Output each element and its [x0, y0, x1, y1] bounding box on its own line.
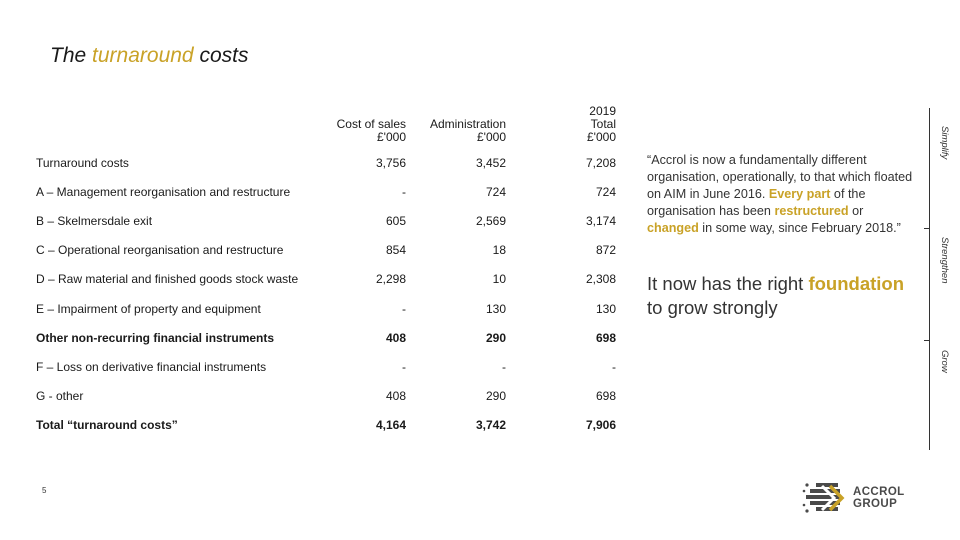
cell-administration: 2,569 [475, 213, 506, 228]
table-row [36, 382, 616, 411]
cell-total: 872 [595, 243, 616, 258]
header-line: Cost of sales [336, 117, 406, 131]
cell-total: 2,308 [585, 272, 616, 287]
header-line: Total [590, 117, 616, 131]
row-label: F – Loss on derivative financial instruments [36, 359, 267, 374]
table-row [36, 352, 616, 381]
quote-segment: “Accrol is now a fundamentally different organisation, operationally, to that which floated on AIM in June 2016. [647, 153, 913, 201]
turnaround-costs-table [36, 96, 616, 440]
title-suffix: costs [193, 44, 249, 67]
table-row [36, 294, 616, 323]
cell-cost-of-sales: 854 [385, 243, 406, 258]
table-row [36, 323, 616, 352]
table-row [36, 148, 616, 177]
accrol-logo [802, 481, 912, 515]
cell-cost-of-sales: 3,756 [375, 155, 406, 170]
cell-total: 724 [595, 184, 616, 199]
cell-total: 7,208 [585, 155, 616, 170]
cell-administration: 18 [492, 243, 506, 258]
cell-total: 698 [595, 389, 616, 404]
header-line: £'000 [477, 130, 506, 144]
sidebar-tick [924, 228, 930, 229]
claim-segment: It now has the right [647, 273, 809, 294]
header-label-col [36, 96, 336, 148]
quote-highlight: restructured [774, 204, 849, 218]
title-highlight: turnaround [92, 44, 194, 67]
quote-text [647, 152, 915, 237]
claim-segment: to grow strongly [647, 297, 778, 318]
cell-total: 130 [595, 301, 616, 316]
cell-total: - [612, 359, 616, 374]
row-label: Other non-recurring financial instruments [36, 330, 275, 345]
sidebar-label-strengthen: Strengthen [939, 237, 950, 284]
cell-total: 698 [595, 330, 616, 345]
cell-cost-of-sales: - [402, 301, 406, 316]
cell-administration: 290 [485, 330, 506, 345]
table-row-total [36, 411, 616, 440]
title-prefix: The [50, 44, 93, 67]
header-line: £'000 [377, 130, 406, 144]
table-row [36, 236, 616, 265]
table-row [36, 265, 616, 294]
page-number: 5 [42, 486, 47, 495]
cell-total: 3,174 [585, 213, 616, 228]
accrol-logo-icon [802, 481, 850, 515]
header-total [506, 96, 616, 148]
cell-total: 7,906 [585, 418, 616, 433]
cell-cost-of-sales: - [402, 184, 406, 199]
header-line: Administration [429, 117, 506, 131]
row-label: A – Management reorganisation and restructure [36, 184, 291, 199]
row-label: D – Raw material and finished goods stock waste [36, 272, 299, 287]
header-administration [406, 96, 506, 148]
row-label: C – Operational reorganisation and restructure [36, 243, 284, 258]
cell-administration: - [502, 359, 506, 374]
sidebar-tick [924, 340, 930, 341]
cell-administration: 10 [492, 272, 506, 287]
quote-segment: in some way, since February 2018.” [698, 221, 901, 235]
cell-administration: 130 [485, 301, 506, 316]
cell-cost-of-sales: - [402, 359, 406, 374]
header-cost-of-sales [336, 96, 406, 148]
logo-text-line1: ACCROL [853, 486, 905, 498]
table-header-row [36, 96, 616, 148]
page-title [50, 44, 248, 68]
header-line: 2019 [589, 104, 616, 118]
claim-highlight: foundation [808, 273, 905, 294]
cell-cost-of-sales: 2,298 [375, 272, 406, 287]
quote-segment: of the organisation has been [647, 187, 866, 218]
row-label: B – Skelmersdale exit [36, 213, 153, 228]
table-row [36, 206, 616, 235]
sidebar-divider [929, 108, 930, 450]
quote-highlight: Every part [768, 187, 831, 201]
quote-highlight: changed [647, 221, 699, 235]
cell-cost-of-sales: 408 [385, 389, 406, 404]
row-label: E – Impairment of property and equipment [36, 301, 261, 316]
logo-text-line2: GROUP [853, 498, 898, 510]
sidebar-label-simplify: Simplify [939, 126, 950, 160]
row-label: Turnaround costs [36, 155, 129, 170]
header-line: £'000 [587, 130, 616, 144]
cell-administration: 290 [485, 389, 506, 404]
cell-cost-of-sales: 408 [385, 330, 406, 345]
cell-administration: 724 [485, 184, 506, 199]
claim-text [647, 272, 907, 320]
table-row [36, 177, 616, 206]
quote-segment: or [848, 204, 864, 218]
cell-cost-of-sales: 4,164 [375, 418, 406, 433]
sidebar-label-grow: Grow [939, 350, 950, 373]
row-label: G - other [36, 389, 84, 404]
cell-administration: 3,452 [475, 155, 506, 170]
cell-cost-of-sales: 605 [385, 213, 406, 228]
cell-administration: 3,742 [475, 418, 506, 433]
row-label: Total “turnaround costs” [36, 418, 178, 433]
